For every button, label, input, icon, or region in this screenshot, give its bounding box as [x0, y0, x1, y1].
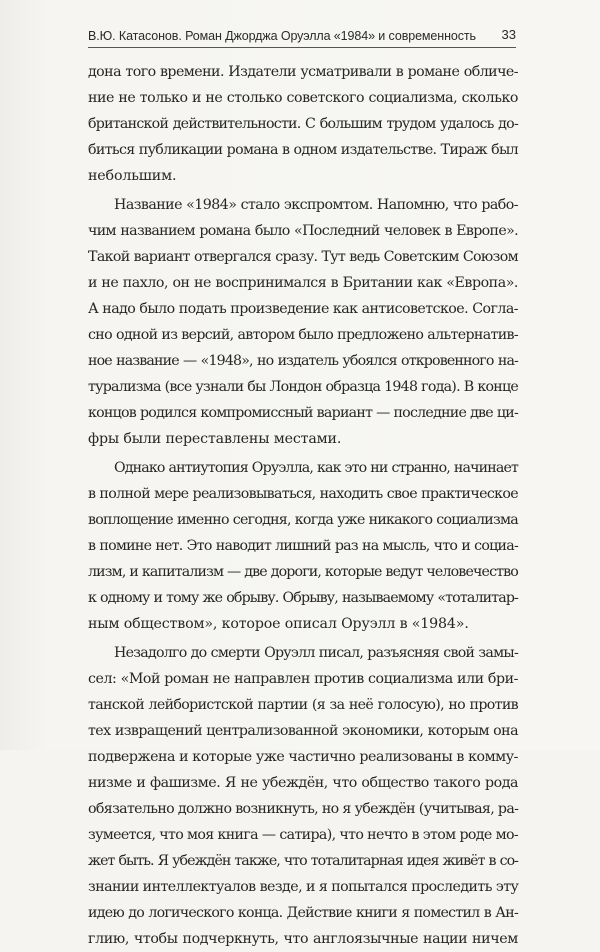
text-line: в помине нет. Это наводит лишний раз на мысль, что и социа-	[88, 538, 518, 554]
text-line: ние не только и не столько советского социализма, сколько	[88, 90, 518, 106]
text-line: ным обществом», которое описал Оруэлл в «1984».	[88, 616, 469, 632]
text-line: в полной мере реализовываться, находить свое практическое	[88, 486, 518, 502]
paragraph-4	[88, 640, 518, 952]
text-line: Однако антиутопия Оруэлла, как это ни странно, начинает	[114, 460, 518, 476]
text-line: британской действительности. С большим трудом удалось до-	[88, 116, 518, 132]
text-line: идею до логического конца. Действие книги я поместил в Ан-	[88, 905, 518, 921]
text-line: небольшим.	[88, 168, 177, 184]
running-header	[88, 27, 516, 47]
text-line: Незадолго до смерти Оруэлл писал, разъясняя свой замы-	[114, 645, 518, 661]
text-line: ное название — «1948», но издатель убоялся откровенного на-	[88, 353, 518, 369]
text-line: тех извращений централизованной экономики, которым она	[88, 723, 518, 739]
paragraph-1	[88, 59, 518, 189]
text-line: чим названием романа было «Последний человек в Европе».	[88, 223, 518, 239]
text-line: и не пахло, он не воспринимался в Британии как «Европа».	[88, 275, 518, 291]
text-line: сел: «Мой роман не направлен против социализма или бри-	[88, 671, 518, 687]
text-line: концов родился компромиссный вариант — последние две ци-	[88, 405, 518, 421]
header-rule	[88, 47, 516, 48]
text-line: турализма (все узнали бы Лондон образца 1948 года). В конце	[88, 379, 518, 395]
text-line: зумеется, что моя книга — сатира), что нечто в этом роде мо-	[88, 827, 518, 843]
text-line: танской лейбористской партии (я за неё голосую), но против	[88, 697, 518, 713]
running-title: В.Ю. Катасонов. Роман Джорджа Оруэлла «1984» и современность	[88, 29, 476, 43]
text-line: низме и фашизме. Я не убеждён, что общество такого рода	[88, 775, 518, 791]
text-line: лизм, и капитализм — две дороги, которые ведут человечество	[88, 564, 518, 580]
text-line: А надо было подать произведение как антисоветское. Согла-	[88, 301, 518, 317]
paragraph-2	[88, 192, 518, 452]
text-line: биться публикации романа в одном издательстве. Тираж был	[88, 142, 518, 158]
text-line: сно одной из версий, автором было предложено альтернатив-	[88, 327, 518, 343]
text-line: Такой вариант отвергался сразу. Тут ведь Советским Союзом	[88, 249, 518, 265]
text-line: Название «1984» стало экспромтом. Напомню, что рабо-	[114, 197, 518, 213]
body-text	[88, 59, 518, 952]
text-line: глию, чтобы подчеркнуть, что англоязычные нации ничем	[88, 931, 518, 947]
text-line: жет быть. Я убеждён также, что тоталитарная идея живёт в со-	[88, 853, 518, 869]
paragraph-3	[88, 455, 518, 637]
text-line: обязательно должно возникнуть, но я убеждён (учитывая, ра-	[88, 801, 519, 817]
text-line: подвержена и которые уже частично реализованы в комму-	[88, 749, 518, 765]
text-line: фры были переставлены местами.	[88, 431, 342, 447]
text-line: дона того времени. Издатели усматривали в романе обличе-	[88, 64, 518, 80]
text-line: воплощение именно сегодня, когда уже никакого социализма	[88, 512, 518, 528]
text-line: знании интеллектуалов везде, и я попытался проследить эту	[88, 879, 519, 895]
page-number: 33	[501, 27, 516, 42]
text-line: к одному и тому же обрыву. Обрыву, называемому «тоталитар-	[88, 590, 518, 606]
